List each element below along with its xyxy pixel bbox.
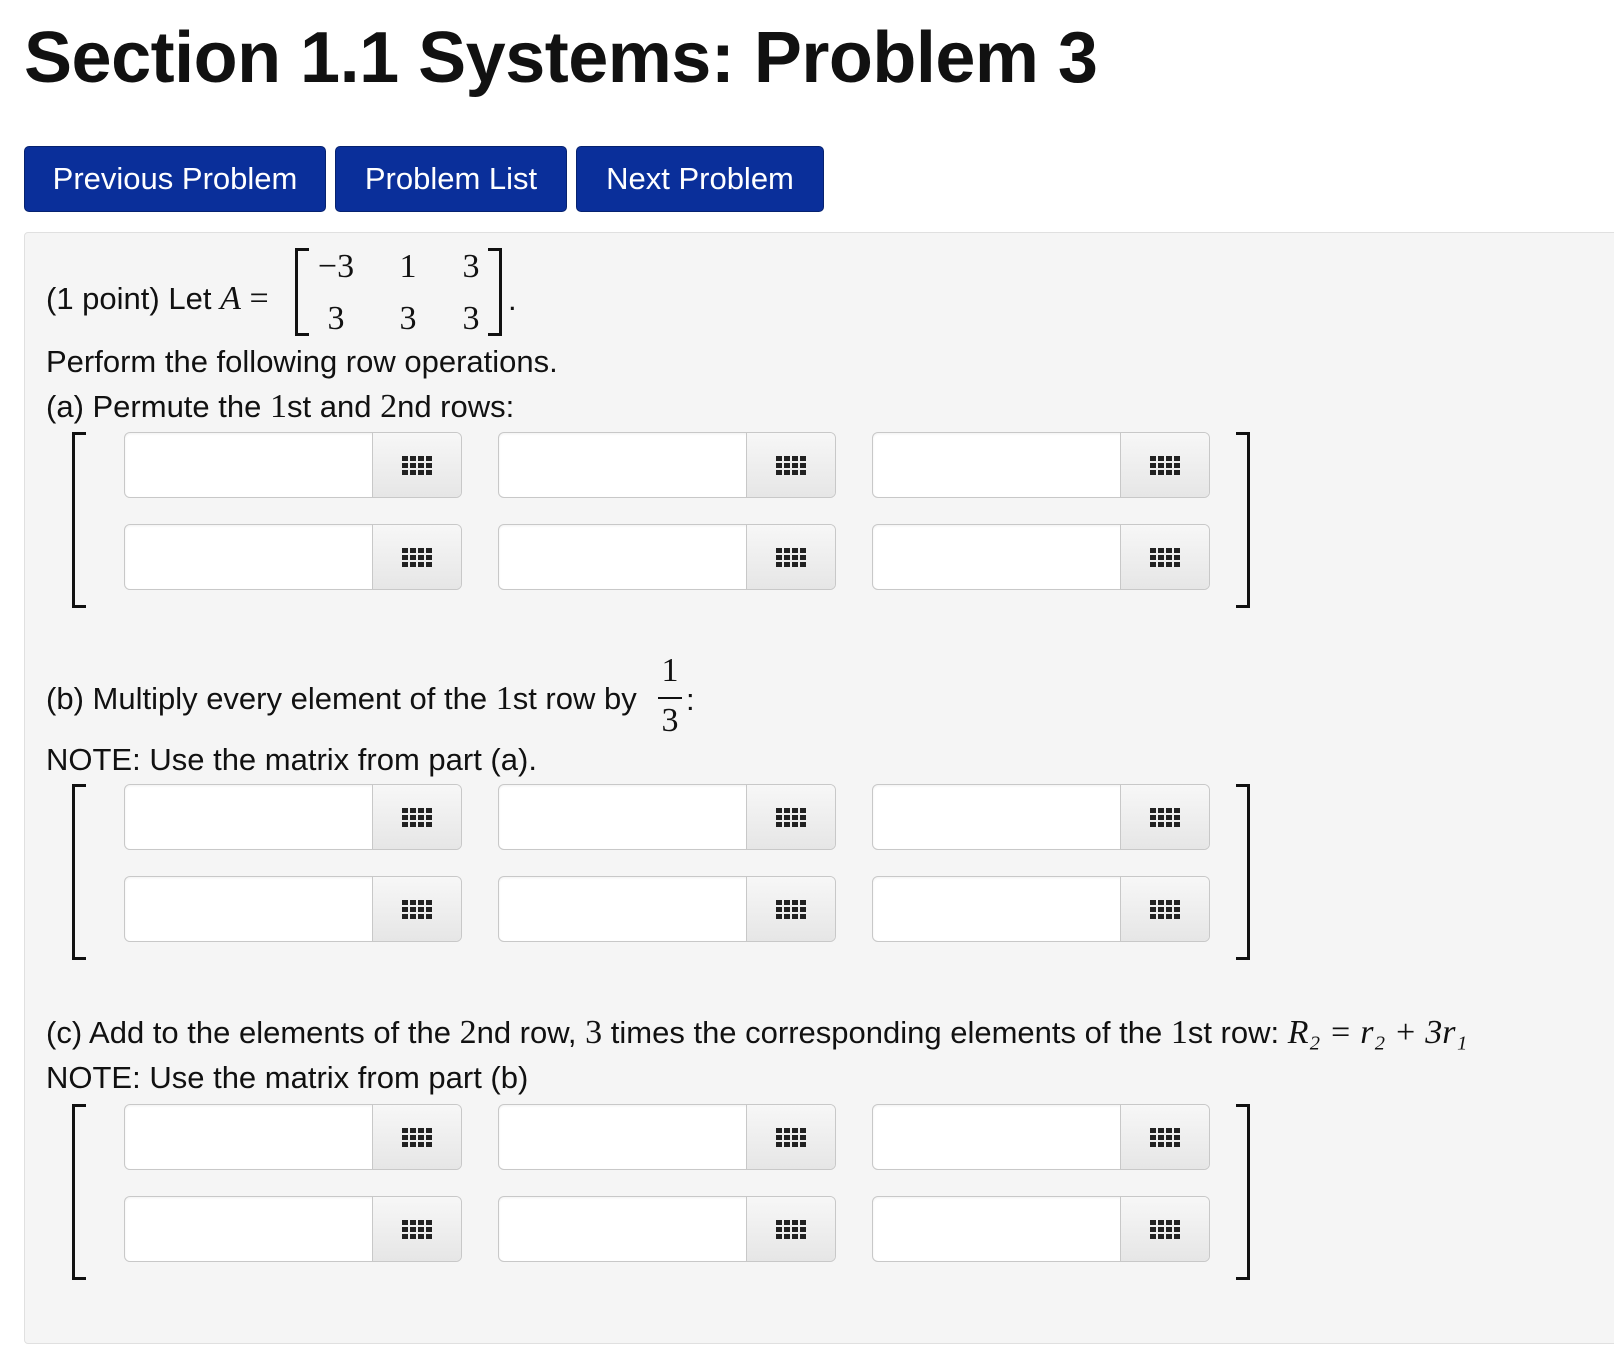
part-b-label [46,680,637,718]
answer-input[interactable] [873,877,1121,941]
keypad-button[interactable] [746,1105,835,1169]
keypad-grid-icon [402,456,432,475]
part-c-num: 2 [459,1014,477,1051]
answer-input[interactable] [499,1105,747,1169]
intro-text: (1 point) Let [46,281,212,316]
answer-input[interactable] [873,1197,1121,1261]
keypad-button[interactable] [746,1197,835,1261]
answer-input[interactable] [125,433,373,497]
answer-field-b-r2c3 [872,876,1210,942]
part-b-num: 1 [495,680,513,717]
answer-input[interactable] [499,877,747,941]
keypad-button[interactable] [746,433,835,497]
part-b-text: (b) Multiply every element of the [46,681,488,716]
answer-input[interactable] [125,525,373,589]
answer-input[interactable] [125,1197,373,1261]
instruction-text: Perform the following row operations. [46,344,558,379]
keypad-grid-icon [402,808,432,827]
keypad-button[interactable] [1120,1197,1209,1261]
part-a-text: st and [287,389,372,424]
keypad-grid-icon [1150,808,1180,827]
previous-problem-button[interactable]: Previous Problem [24,146,326,212]
keypad-grid-icon [776,808,806,827]
matrix-cell: 3 [399,300,417,337]
answer-input[interactable] [499,525,747,589]
problem-intro [46,280,269,318]
period: . [508,282,517,317]
answer-right-bracket [1236,1104,1250,1280]
answer-field-c-r2c1 [124,1196,462,1262]
keypad-button[interactable] [1120,525,1209,589]
answer-field-a-r2c2 [498,524,836,590]
equals-sign: = [249,280,269,317]
answer-input[interactable] [499,1197,747,1261]
answer-input[interactable] [499,433,747,497]
matrix-a-right-bracket [488,248,502,336]
part-a-text: (a) Permute the [46,389,262,424]
matrix-a-left-bracket [295,248,309,336]
answer-field-c-r1c1 [124,1104,462,1170]
part-a-text: nd rows: [397,389,515,424]
matrix-cell: 1 [399,248,417,285]
fraction-numerator: 1 [661,652,679,689]
keypad-grid-icon [1150,456,1180,475]
keypad-grid-icon [402,1220,432,1239]
part-b-colon: : [686,682,695,717]
fraction-bar [658,697,682,699]
answer-input[interactable] [125,1105,373,1169]
answer-input[interactable] [873,525,1121,589]
answer-right-bracket [1236,432,1250,608]
answer-field-a-r2c3 [872,524,1210,590]
problem-list-button[interactable]: Problem List [335,146,567,212]
answer-field-a-r1c1 [124,432,462,498]
keypad-button[interactable] [372,433,461,497]
answer-input[interactable] [125,877,373,941]
answer-field-c-r2c2 [498,1196,836,1262]
part-a-label [46,388,514,426]
keypad-grid-icon [402,900,432,919]
answer-field-c-r1c2 [498,1104,836,1170]
keypad-button[interactable] [372,1197,461,1261]
answer-left-bracket [72,1104,86,1280]
keypad-grid-icon [776,900,806,919]
keypad-button[interactable] [1120,785,1209,849]
keypad-button[interactable] [372,1105,461,1169]
keypad-button[interactable] [746,785,835,849]
answer-input[interactable] [499,785,747,849]
part-a-num: 2 [380,388,398,425]
part-c-note: NOTE: Use the matrix from part (b) [46,1060,529,1095]
keypad-grid-icon [402,1128,432,1147]
part-b-text: st row by [512,681,637,716]
part-c-text: nd row, [476,1015,577,1050]
keypad-button[interactable] [746,877,835,941]
matrix-cell: −3 [317,248,355,285]
keypad-button[interactable] [1120,1105,1209,1169]
keypad-button[interactable] [1120,877,1209,941]
answer-field-b-r2c1 [124,876,462,942]
keypad-button[interactable] [372,525,461,589]
answer-left-bracket [72,432,86,608]
matrix-cell: 3 [462,300,480,337]
keypad-grid-icon [776,1220,806,1239]
answer-field-c-r1c3 [872,1104,1210,1170]
keypad-button[interactable] [1120,433,1209,497]
part-c-num: 1 [1170,1014,1188,1051]
part-a-num: 1 [270,388,287,425]
keypad-grid-icon [1150,1128,1180,1147]
answer-input[interactable] [873,1105,1121,1169]
matrix-cell: 3 [462,248,480,285]
keypad-grid-icon [1150,548,1180,567]
answer-input[interactable] [873,785,1121,849]
answer-field-b-r1c2 [498,784,836,850]
answer-field-a-r2c1 [124,524,462,590]
part-c-label [46,1014,1467,1052]
keypad-grid-icon [1150,900,1180,919]
answer-field-a-r1c3 [872,432,1210,498]
part-b-note: NOTE: Use the matrix from part (a). [46,742,537,777]
part-c-num: 3 [585,1014,603,1051]
keypad-grid-icon [776,456,806,475]
keypad-grid-icon [776,1128,806,1147]
next-problem-button[interactable]: Next Problem [576,146,824,212]
matrix-var-a: A [220,280,241,317]
part-c-text: (c) Add to the elements of the [46,1015,451,1050]
answer-field-a-r1c2 [498,432,836,498]
keypad-grid-icon [1150,1220,1180,1239]
answer-field-c-r2c3 [872,1196,1210,1262]
matrix-cell: 3 [327,300,345,337]
keypad-grid-icon [402,548,432,567]
fraction-denominator: 3 [661,702,679,739]
keypad-grid-icon [776,548,806,567]
row-operation-formula: R₂ = r₂ + 3r₁ [1287,1014,1468,1051]
answer-input[interactable] [125,785,373,849]
part-c-text: times the corresponding elements of the [610,1015,1163,1050]
answer-right-bracket [1236,784,1250,960]
answer-left-bracket [72,784,86,960]
answer-field-b-r1c1 [124,784,462,850]
part-c-text: st row: [1187,1015,1280,1050]
answer-input[interactable] [873,433,1121,497]
answer-field-b-r1c3 [872,784,1210,850]
answer-field-b-r2c2 [498,876,836,942]
keypad-button[interactable] [372,785,461,849]
keypad-button[interactable] [372,877,461,941]
keypad-button[interactable] [746,525,835,589]
page-title: Section 1.1 Systems: Problem 3 [24,18,1098,98]
